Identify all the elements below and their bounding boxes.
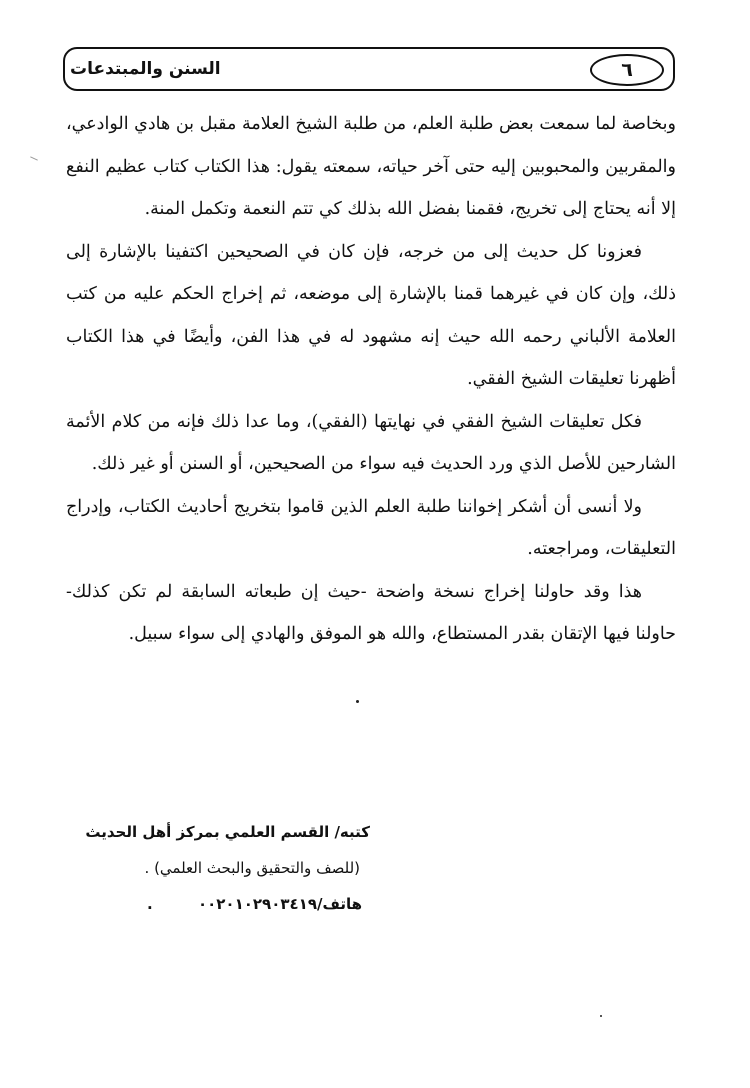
department-line: (للصف والتحقيق والبحث العلمي) .: [144, 859, 360, 877]
paragraph-2: فعزونا كل حديث إلى من خرجه، فإن كان في الصحيحين اكتفينا بالإشارة إلى ذلك، وإن كان في غيرهما قمنا بالإشارة إلى موضعه، ثم إخراج الحكم عليه من كتب العلامة الألباني رحمه الله حيث إنه مشهود له في هذا الفن، وأيضًا في هذا الكتاب أظهرنا تعليقات الشيخ الفقي.: [66, 241, 676, 389]
paragraph-4: ولا أنسى أن أشكر إخواننا طلبة العلم الذين قاموا بتخريج أحاديث الكتاب، وإدراج التعليقات، ومراجعته.: [66, 496, 676, 559]
scan-speck: [600, 1015, 602, 1017]
scan-speck: [356, 700, 359, 703]
signature-block: [60, 814, 370, 922]
paragraph-3: فكل تعليقات الشيخ الفقي في نهايتها (الفقي)، وما عدا ذلك فإنه من كلام الأئمة الشارحين للأصل الذي ورد الحديث فيه سواء من الصحيحين، أو السنن أو غير ذلك.: [66, 411, 676, 474]
phone-trailing-dot: .: [147, 895, 153, 913]
paragraph-5: هذا وقد حاولنا إخراج نسخة واضحة -حيث إن طبعاته السابقة لم تكن كذلك- حاولنا فيها الإتقان بقدر المستطاع، والله هو الموفق والهادي إلى سواء سبيل.: [66, 581, 676, 644]
phone-line: [60, 886, 370, 922]
paragraph-1: وبخاصة لما سمعت بعض طلبة العلم، من طلبة الشيخ العلامة مقبل بن هادي الوادعي، والمقربين والمحبوبين إليه حتى آخر حياته، سمعته يقول: هذا الكتاب كتاب عظيم النفع إلا أنه يحتاج إلى تخريج، فقمنا بفضل الله بذلك كي تتم النعمة وتكمل المنة.: [66, 114, 676, 219]
running-header-title: السنن والمبتدعات: [70, 59, 221, 79]
body-text: [66, 103, 676, 656]
page-number: ٦: [621, 59, 633, 81]
scan-artifact-mark: [30, 156, 38, 160]
signature-line: كتبه/ القسم العلمي بمركز أهل الحديث: [85, 823, 370, 841]
phone-number: هاتف/٠٠٢٠١٠٢٩٠٣٤١٩: [197, 895, 362, 913]
